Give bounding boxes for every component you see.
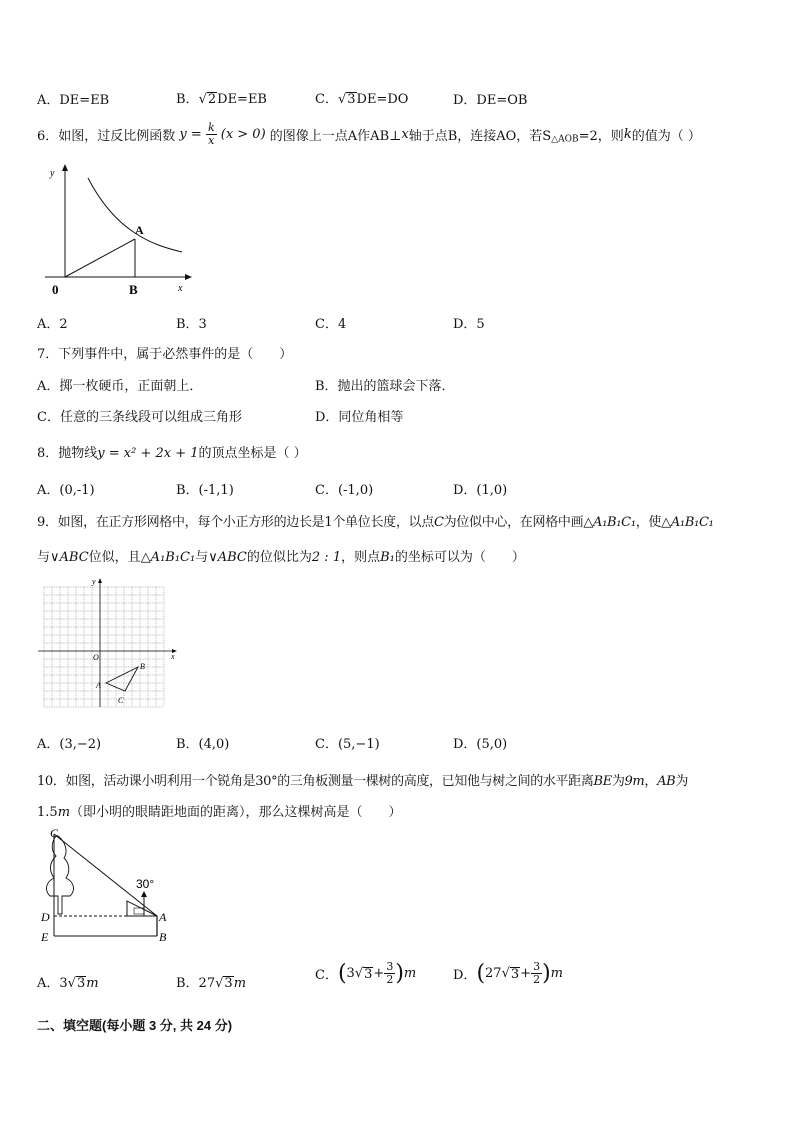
tree-icon bbox=[47, 836, 74, 914]
q10-option-d-den: 2 bbox=[533, 973, 541, 986]
q6-sub: △AOB bbox=[551, 134, 579, 145]
q6-label-o: 0 bbox=[52, 282, 59, 297]
q10-angle-arrow bbox=[141, 891, 147, 897]
q8-option-a: A．(0,-1) bbox=[37, 483, 95, 498]
q8-stem-post: 的顶点坐标是（ ） bbox=[198, 446, 307, 461]
q6-label-x: x bbox=[178, 283, 183, 294]
q5-option-c bbox=[315, 88, 408, 107]
q9-abc2: ∨ABC bbox=[208, 550, 247, 565]
q6-cond: (x > 0) bbox=[220, 127, 266, 142]
q9-line1-post: ，使 bbox=[635, 515, 662, 530]
q9-option-a: A．(3,−2) bbox=[37, 737, 102, 752]
q10-label-d: D bbox=[41, 910, 50, 924]
q9-label-a: A bbox=[96, 681, 101, 690]
q9-line2-mid3: 的位似比为 bbox=[246, 550, 312, 565]
q10-label-angle: 30° bbox=[136, 877, 155, 891]
q5-option-c-text: DE=DO bbox=[356, 92, 409, 107]
q6-x-var: x bbox=[401, 127, 409, 142]
q6-frac-num: k bbox=[207, 121, 215, 134]
q9-label-b: B bbox=[140, 662, 145, 671]
q10-label-a: A bbox=[159, 910, 167, 924]
section-2-title: 二、填空题(每小题 3 分, 共 24 分) bbox=[37, 1018, 233, 1033]
q10-option-c-num: 3 bbox=[386, 960, 394, 973]
q10-option-b-unit: m bbox=[233, 976, 247, 991]
q9-y-arrow bbox=[98, 578, 102, 583]
q9-c-var: C bbox=[433, 515, 444, 530]
q9-line2-pre: 与 bbox=[37, 550, 51, 565]
q10-option-c bbox=[315, 961, 416, 986]
q10-option-a-label: A．3 bbox=[37, 976, 68, 991]
q5-option-a: A．DE=EB bbox=[37, 93, 110, 108]
q6-stem-end: 的值为（ ） bbox=[631, 129, 701, 144]
sqrt-sign: √ bbox=[501, 966, 510, 981]
q10-option-d-lparen: ( bbox=[476, 961, 486, 986]
q10-option-d-label: D． bbox=[453, 968, 477, 983]
q9-label-c: C bbox=[118, 696, 124, 705]
q10-sight-line bbox=[54, 834, 157, 916]
q10-label-e: E bbox=[41, 930, 49, 944]
q5-option-c-radicand: 3 bbox=[347, 92, 356, 107]
q10-option-c-rparen: ) bbox=[395, 961, 404, 986]
q6-option-a: A．2 bbox=[37, 317, 68, 332]
q5-option-b bbox=[176, 88, 267, 107]
q7-option-b: B．抛出的篮球会下落． bbox=[315, 379, 455, 394]
q10-option-c-lparen: ( bbox=[337, 961, 347, 986]
q9-ratio: 2 : 1 bbox=[311, 550, 342, 565]
q6-label-y: y bbox=[50, 168, 55, 179]
q6-option-d: D．5 bbox=[453, 317, 485, 332]
q10-label-b: B bbox=[159, 930, 167, 944]
q5-option-b-radicand: 2 bbox=[207, 92, 217, 107]
q9-grid bbox=[44, 587, 164, 707]
sqrt-sign: √ bbox=[198, 92, 207, 107]
q9-tri2: △A₁B₁C₁ bbox=[661, 515, 714, 530]
q6-segment-ao bbox=[65, 239, 135, 277]
q9-line2 bbox=[37, 546, 525, 565]
q10-option-d bbox=[453, 961, 563, 986]
q5-option-c-label: C． bbox=[315, 92, 338, 107]
q10-option-d-radicand: 3 bbox=[510, 966, 520, 982]
q10-option-d-num: 3 bbox=[533, 960, 541, 973]
q10-be: BE bbox=[593, 774, 612, 789]
q10-option-c-plus: + bbox=[373, 966, 385, 981]
q9-line1 bbox=[37, 511, 714, 530]
q10-option-c-radicand: 3 bbox=[364, 966, 373, 982]
q9-label-x: x bbox=[171, 652, 175, 661]
q8-option-b: B．(-1,1) bbox=[176, 483, 234, 498]
q6-option-c: C．4 bbox=[315, 317, 347, 332]
q10-option-d-fraction bbox=[531, 961, 542, 986]
q7-stem: 7．下列事件中，属于必然事件的是（ ） bbox=[37, 347, 293, 362]
q10-option-b-label: B．27 bbox=[176, 976, 216, 991]
q6-stem-pre: 6．如图，过反比例函数 bbox=[37, 129, 176, 144]
q6-fraction bbox=[206, 122, 217, 147]
q9-label-y: y bbox=[92, 577, 96, 586]
q10-line2-post: （即小明的眼睛距地面的距离），那么这棵树高是（ ） bbox=[70, 805, 402, 820]
sqrt-sign: √ bbox=[215, 976, 224, 991]
q9-tri1: △A₁B₁C₁ bbox=[583, 515, 636, 530]
q9-option-c: C．(5,−1) bbox=[315, 737, 380, 752]
q9-option-d: D．(5,0) bbox=[453, 737, 508, 752]
sqrt-sign: √ bbox=[354, 966, 364, 981]
q6-y-arrow bbox=[62, 164, 68, 171]
q9-line2-mid2: 与 bbox=[195, 550, 209, 565]
q7-option-d: D．同位角相等 bbox=[315, 410, 404, 425]
q10-option-d-unit: m bbox=[550, 966, 563, 981]
q10-option-c-coef: 3 bbox=[346, 966, 355, 981]
q9-label-o: O bbox=[93, 653, 99, 662]
q6-y-eq: y = bbox=[179, 127, 202, 142]
q6-stem-mid: 的图像上一点A作AB⊥ bbox=[269, 129, 402, 144]
q8-stem bbox=[37, 442, 307, 461]
q9-abc1: ∨ABC bbox=[50, 550, 89, 565]
q6-stem bbox=[37, 122, 701, 147]
q10-ab: AB bbox=[657, 774, 676, 789]
q9-b1: B₁ bbox=[380, 550, 395, 565]
q7-option-c: C．任意的三条线段可以组成三角形 bbox=[37, 410, 242, 425]
q10-line1-pre: 10．如图，活动课小明利用一个锐角是30°的三角板测量一棵树的高度，已知他与树之间的水平距离 bbox=[37, 774, 594, 789]
q5-option-b-text: DE=EB bbox=[217, 92, 267, 107]
q10-line1 bbox=[37, 770, 688, 789]
q10-label-c: C bbox=[50, 826, 59, 840]
q9-tri3: △A₁B₁C₁ bbox=[140, 550, 196, 565]
q10-option-c-den: 2 bbox=[386, 973, 394, 986]
q10-be-val: 9m bbox=[624, 774, 645, 789]
q6-figure bbox=[40, 160, 200, 300]
q5-option-b-label: B． bbox=[176, 92, 199, 107]
q10-option-b-radicand: 3 bbox=[224, 976, 233, 991]
q10-m1: m bbox=[57, 805, 71, 820]
q8-option-c: C．(-1,0) bbox=[315, 483, 374, 498]
q6-label-a: A bbox=[135, 223, 144, 237]
q9-line2-mid: 位似，且 bbox=[88, 550, 141, 565]
q10-line1-mid2: ， bbox=[644, 774, 658, 789]
q6-stem-mid2: 轴于点B，连接AO，若S bbox=[408, 129, 552, 144]
q10-line2-pre: 1.5 bbox=[37, 805, 58, 820]
q10-option-c-fraction bbox=[384, 961, 395, 986]
q10-option-a-radicand: 3 bbox=[76, 976, 86, 991]
q10-option-c-unit: m bbox=[403, 966, 417, 981]
q6-x-arrow bbox=[185, 274, 192, 280]
q5-option-d: D．DE=OB bbox=[453, 93, 528, 108]
q9-line2-mid4: ，则点 bbox=[341, 550, 381, 565]
q10-option-a bbox=[37, 972, 99, 991]
q10-option-d-coef: 27 bbox=[485, 966, 502, 981]
sqrt-sign: √ bbox=[337, 92, 347, 107]
q10-line1-mid: 为 bbox=[611, 774, 625, 789]
q10-line1-post: 为 bbox=[675, 774, 688, 789]
q8-option-d: D．(1,0) bbox=[453, 483, 508, 498]
q10-option-c-label: C． bbox=[315, 968, 338, 983]
q9-option-b: B．(4,0) bbox=[176, 737, 230, 752]
q6-stem-post: =2，则 bbox=[578, 129, 624, 144]
q6-label-b: B bbox=[129, 282, 138, 297]
q9-triangle-abc bbox=[106, 667, 138, 691]
q9-line1-mid: 为位似中心，在网格中画 bbox=[443, 515, 584, 530]
q9-line1-pre: 9．如图，在正方形网格中，每个小正方形的边长是1个单位长度，以点 bbox=[37, 515, 434, 530]
q6-frac-den: x bbox=[208, 134, 215, 147]
q9-line2-post: 的坐标可以为（ ） bbox=[394, 550, 525, 565]
q10-option-b bbox=[176, 972, 246, 991]
sqrt-sign: √ bbox=[67, 976, 76, 991]
q8-stem-pre: 8．抛物线 bbox=[37, 446, 98, 461]
q9-figure bbox=[36, 575, 180, 711]
q10-option-d-plus: + bbox=[520, 966, 532, 981]
q6-k-var: k bbox=[623, 127, 632, 142]
q10-figure bbox=[36, 826, 176, 946]
q10-option-d-rparen: ) bbox=[542, 961, 551, 986]
q6-option-b: B．3 bbox=[176, 317, 207, 332]
q8-equation: y = x² + 2x + 1 bbox=[97, 446, 199, 461]
q10-option-a-unit: m bbox=[86, 976, 99, 991]
q10-line2 bbox=[37, 801, 402, 820]
q7-option-a: A．掷一枚硬币，正面朝上． bbox=[37, 379, 203, 394]
